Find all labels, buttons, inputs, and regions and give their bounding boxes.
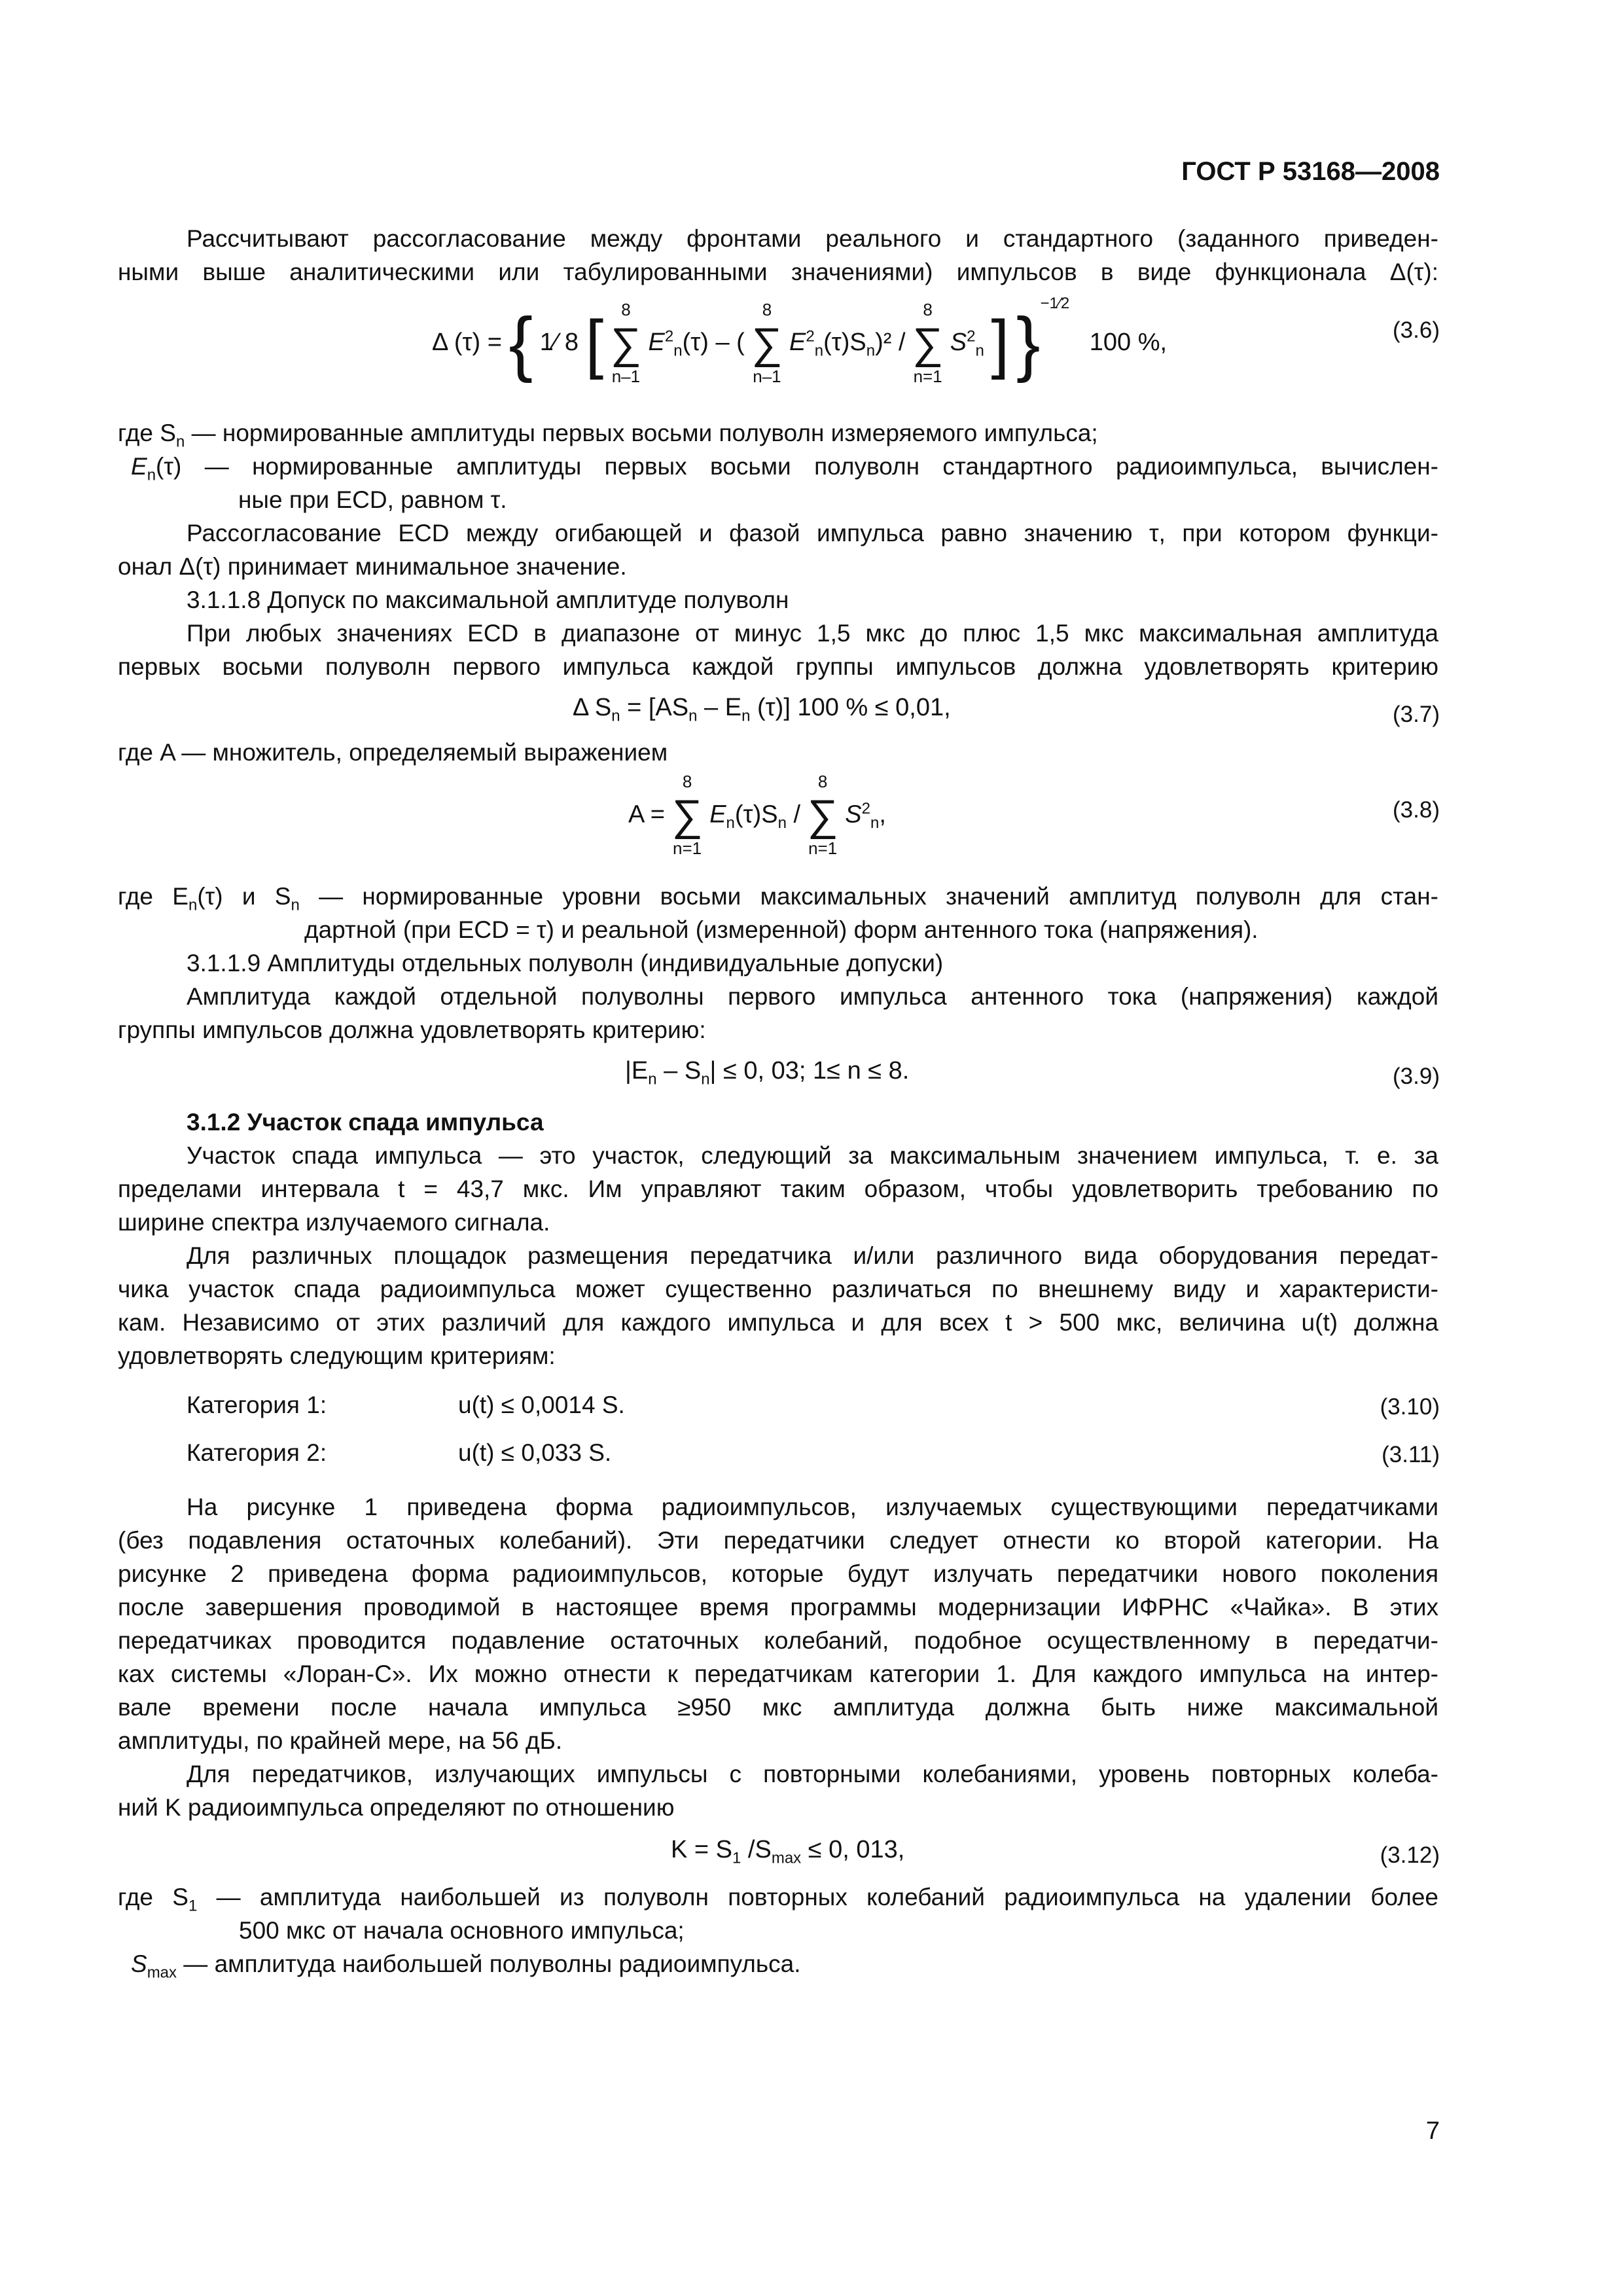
paragraph-line: ний K радиоимпульса определяют по отношению	[118, 1794, 675, 1821]
bracket-close: ]	[991, 307, 1010, 380]
formula-sub: n	[975, 342, 984, 360]
definition-line: 500 мкс от начала основного импульса;	[239, 1917, 685, 1944]
paragraph-line: пределами интервала t = 43,7 мкс. Им управляют таким образом, чтобы удовлетворить требованию по	[118, 1175, 1438, 1202]
formula-term: S	[950, 329, 967, 357]
formula-3-8: A = 8 ∑ n=1 $E_n(\tau)S_n$ / 8 ∑ n=1 $S^2_n$,	[628, 772, 886, 858]
section-heading: 3.1.2 Участок спада импульса	[187, 1109, 544, 1136]
formula-term: (τ)S	[823, 329, 866, 357]
definition-line: ные при ECD, равном τ.	[238, 486, 507, 513]
paragraph-line: ными выше аналитическими или табулированными значениями) импульсов в виде функционала Δ(τ):	[118, 259, 1438, 285]
sum-symbol: 8 ∑ n–1	[610, 299, 641, 386]
sum-symbol: 8 ∑ n=1	[912, 299, 944, 386]
page-number: 7	[1425, 2117, 1440, 2145]
paragraph-line: Рассчитывают рассогласование между фронтами реального и стандартного (заданного приведен-	[187, 225, 1438, 252]
paragraph-line: удовлетворять следующим критериям:	[118, 1342, 556, 1369]
formula-term: )² /	[875, 329, 906, 357]
equation-number: (3.6)	[1393, 317, 1440, 343]
paragraph-line: после завершения проводимой в настоящее время программы модернизации ИФРНС «Чайка». В этих	[118, 1594, 1438, 1621]
paragraph-line: Рассогласование ECD между огибающей и фазой импульса равно значению τ, при котором функци-	[187, 520, 1438, 547]
brace-close: }	[1016, 303, 1041, 384]
paragraph-line: ширине спектра излучаемого сигнала.	[118, 1209, 550, 1236]
definition-line: где $S_n$ — нормированные амплитуды первых восьми полуволн измеряемого импульса;	[118, 420, 1098, 451]
definition-line: где $S_1$ — амплитуда наибольшей из полуволн повторных колебаний радиоимпульса на удалении более	[118, 1884, 1438, 1915]
category-formula: u(t) ≤ 0,0014 S.	[458, 1391, 625, 1418]
category-label: Категория 2:	[187, 1439, 327, 1466]
formula-sup: 2	[664, 327, 674, 346]
paragraph-line: первых восьми полуволн первого импульса каждой группы импульсов должна удовлетворять критерию	[118, 653, 1438, 680]
formula-term: E	[648, 329, 665, 357]
sum-symbol: 8 ∑ n=1	[671, 772, 703, 858]
paragraph-line: чика участок спада радиоимпульса может существенно различаться по внешнему виду и характеристи-	[118, 1276, 1438, 1302]
paragraph-line: рисунке 2 приведена форма радиоимпульсов, которые будут излучать передатчики нового поколения	[118, 1560, 1438, 1587]
definition-line: дартной (при ECD = τ) и реальной (измеренной) форм антенного тока (напряжения).	[304, 916, 1258, 943]
formula-term: E	[789, 329, 806, 357]
paragraph-line: Для различных площадок размещения передатчика и/или различного вида оборудования передат-	[187, 1242, 1438, 1269]
paragraph-line: Для передатчиков, излучающих импульсы с повторными колебаниями, уровень повторных колеба-	[187, 1761, 1438, 1787]
paragraph-line: (без подавления остаточных колебаний). Эти передатчики следует отнести ко второй категории. На	[118, 1527, 1438, 1554]
definition-line: $S_{max}$ — амплитуда наибольшей полуволны радиоимпульса.	[131, 1950, 801, 1982]
formula-lhs: Δ (τ) =	[432, 329, 502, 357]
paragraph-line: амплитуды, по крайней мере, на 56 дБ.	[118, 1727, 563, 1754]
formula-term: (τ) – (	[682, 329, 745, 357]
definition-line: $E_n(\tau)$ — нормированные амплитуды первых восьми полуволн стандартного радиоимпульса, вычислен-	[131, 453, 1438, 484]
formula-3-9: $|E_n - S_n| \le 0$, 03; 1≤ n ≤ 8.	[625, 1057, 910, 1088]
paragraph-line: передатчиках проводится подавление остаточных колебаний, подобное осуществленному в передатчи-	[118, 1627, 1438, 1654]
definition-line: где $E_n(\tau)$ и $S_n$ — нормированные уровни восьми максимальных значений амплитуд полуволн для стан-	[118, 883, 1438, 914]
paragraph-line: вале времени после начала импульса ≥950 мкс амплитуда должна быть ниже максимальной	[118, 1694, 1438, 1721]
formula-3-6	[432, 295, 1168, 386]
paragraph-line: Участок спада импульса — это участок, следующий за максимальным значением импульса, т. е. за	[187, 1142, 1438, 1169]
equation-number: (3.12)	[1380, 1842, 1440, 1868]
category-label: Категория 1:	[187, 1391, 327, 1418]
formula-sub: n	[673, 342, 683, 360]
sum-symbol: 8 ∑ n–1	[751, 299, 783, 386]
subsection-heading: 3.1.1.9 Амплитуды отдельных полуволн (индивидуальные допуски)	[187, 950, 944, 977]
equation-number: (3.11)	[1382, 1442, 1440, 1467]
paragraph-line: На рисунке 1 приведена форма радиоимпульсов, излучаемых существующими передатчиками	[187, 1494, 1438, 1520]
equation-number: (3.7)	[1393, 702, 1440, 727]
category-formula: u(t) ≤ 0,033 S.	[458, 1439, 612, 1466]
paragraph-line: Амплитуда каждой отдельной полуволны первого импульса антенного тока (напряжения) каждой	[187, 983, 1438, 1010]
formula-3-7: Δ $S_n = [AS_n - E_n$ (τ)] 100 % ≤ 0,01,	[573, 694, 951, 725]
paragraph-line: При любых значениях ECD в диапазоне от минус 1,5 мкс до плюс 1,5 мкс максимальная амплитуда	[187, 620, 1438, 647]
formula-sup: 2	[967, 327, 976, 346]
formula-3-12: $K = S_1$ $/S_{max} \le 0$, 013,	[671, 1836, 905, 1867]
sum-symbol: 8 ∑ n=1	[807, 772, 838, 858]
paragraph-line: ках системы «Лоран-С». Их можно отнести к передатчикам категории 1. Для каждого импульса на интер-	[118, 1660, 1438, 1687]
formula-exponent: −1⁄2	[1040, 295, 1070, 313]
definition-line: где A — множитель, определяемый выражением	[118, 739, 668, 766]
bracket-open: [	[585, 307, 604, 380]
paragraph-line: группы импульсов должна удовлетворять критерию:	[118, 1016, 706, 1043]
equation-number: (3.8)	[1393, 797, 1440, 823]
formula-sup: 2	[806, 327, 815, 346]
equation-number: (3.9)	[1393, 1064, 1440, 1089]
formula-coef: 1⁄ 8	[539, 329, 579, 357]
equation-number: (3.10)	[1380, 1394, 1440, 1420]
formula-sub: n	[866, 342, 876, 360]
document-header: ГОСТ Р 53168—2008	[1181, 157, 1440, 186]
brace-open: {	[508, 303, 533, 384]
formula-sub: n	[814, 342, 824, 360]
subsection-heading: 3.1.1.8 Допуск по максимальной амплитуде полуволн	[187, 586, 789, 613]
paragraph-line: онал Δ(τ) принимает минимальное значение.	[118, 553, 627, 580]
formula-rhs: 100 %,	[1089, 329, 1168, 357]
paragraph-line: кам. Независимо от этих различий для каждого импульса и для всех t > 500 мкс, величина u(t) должна	[118, 1309, 1438, 1336]
